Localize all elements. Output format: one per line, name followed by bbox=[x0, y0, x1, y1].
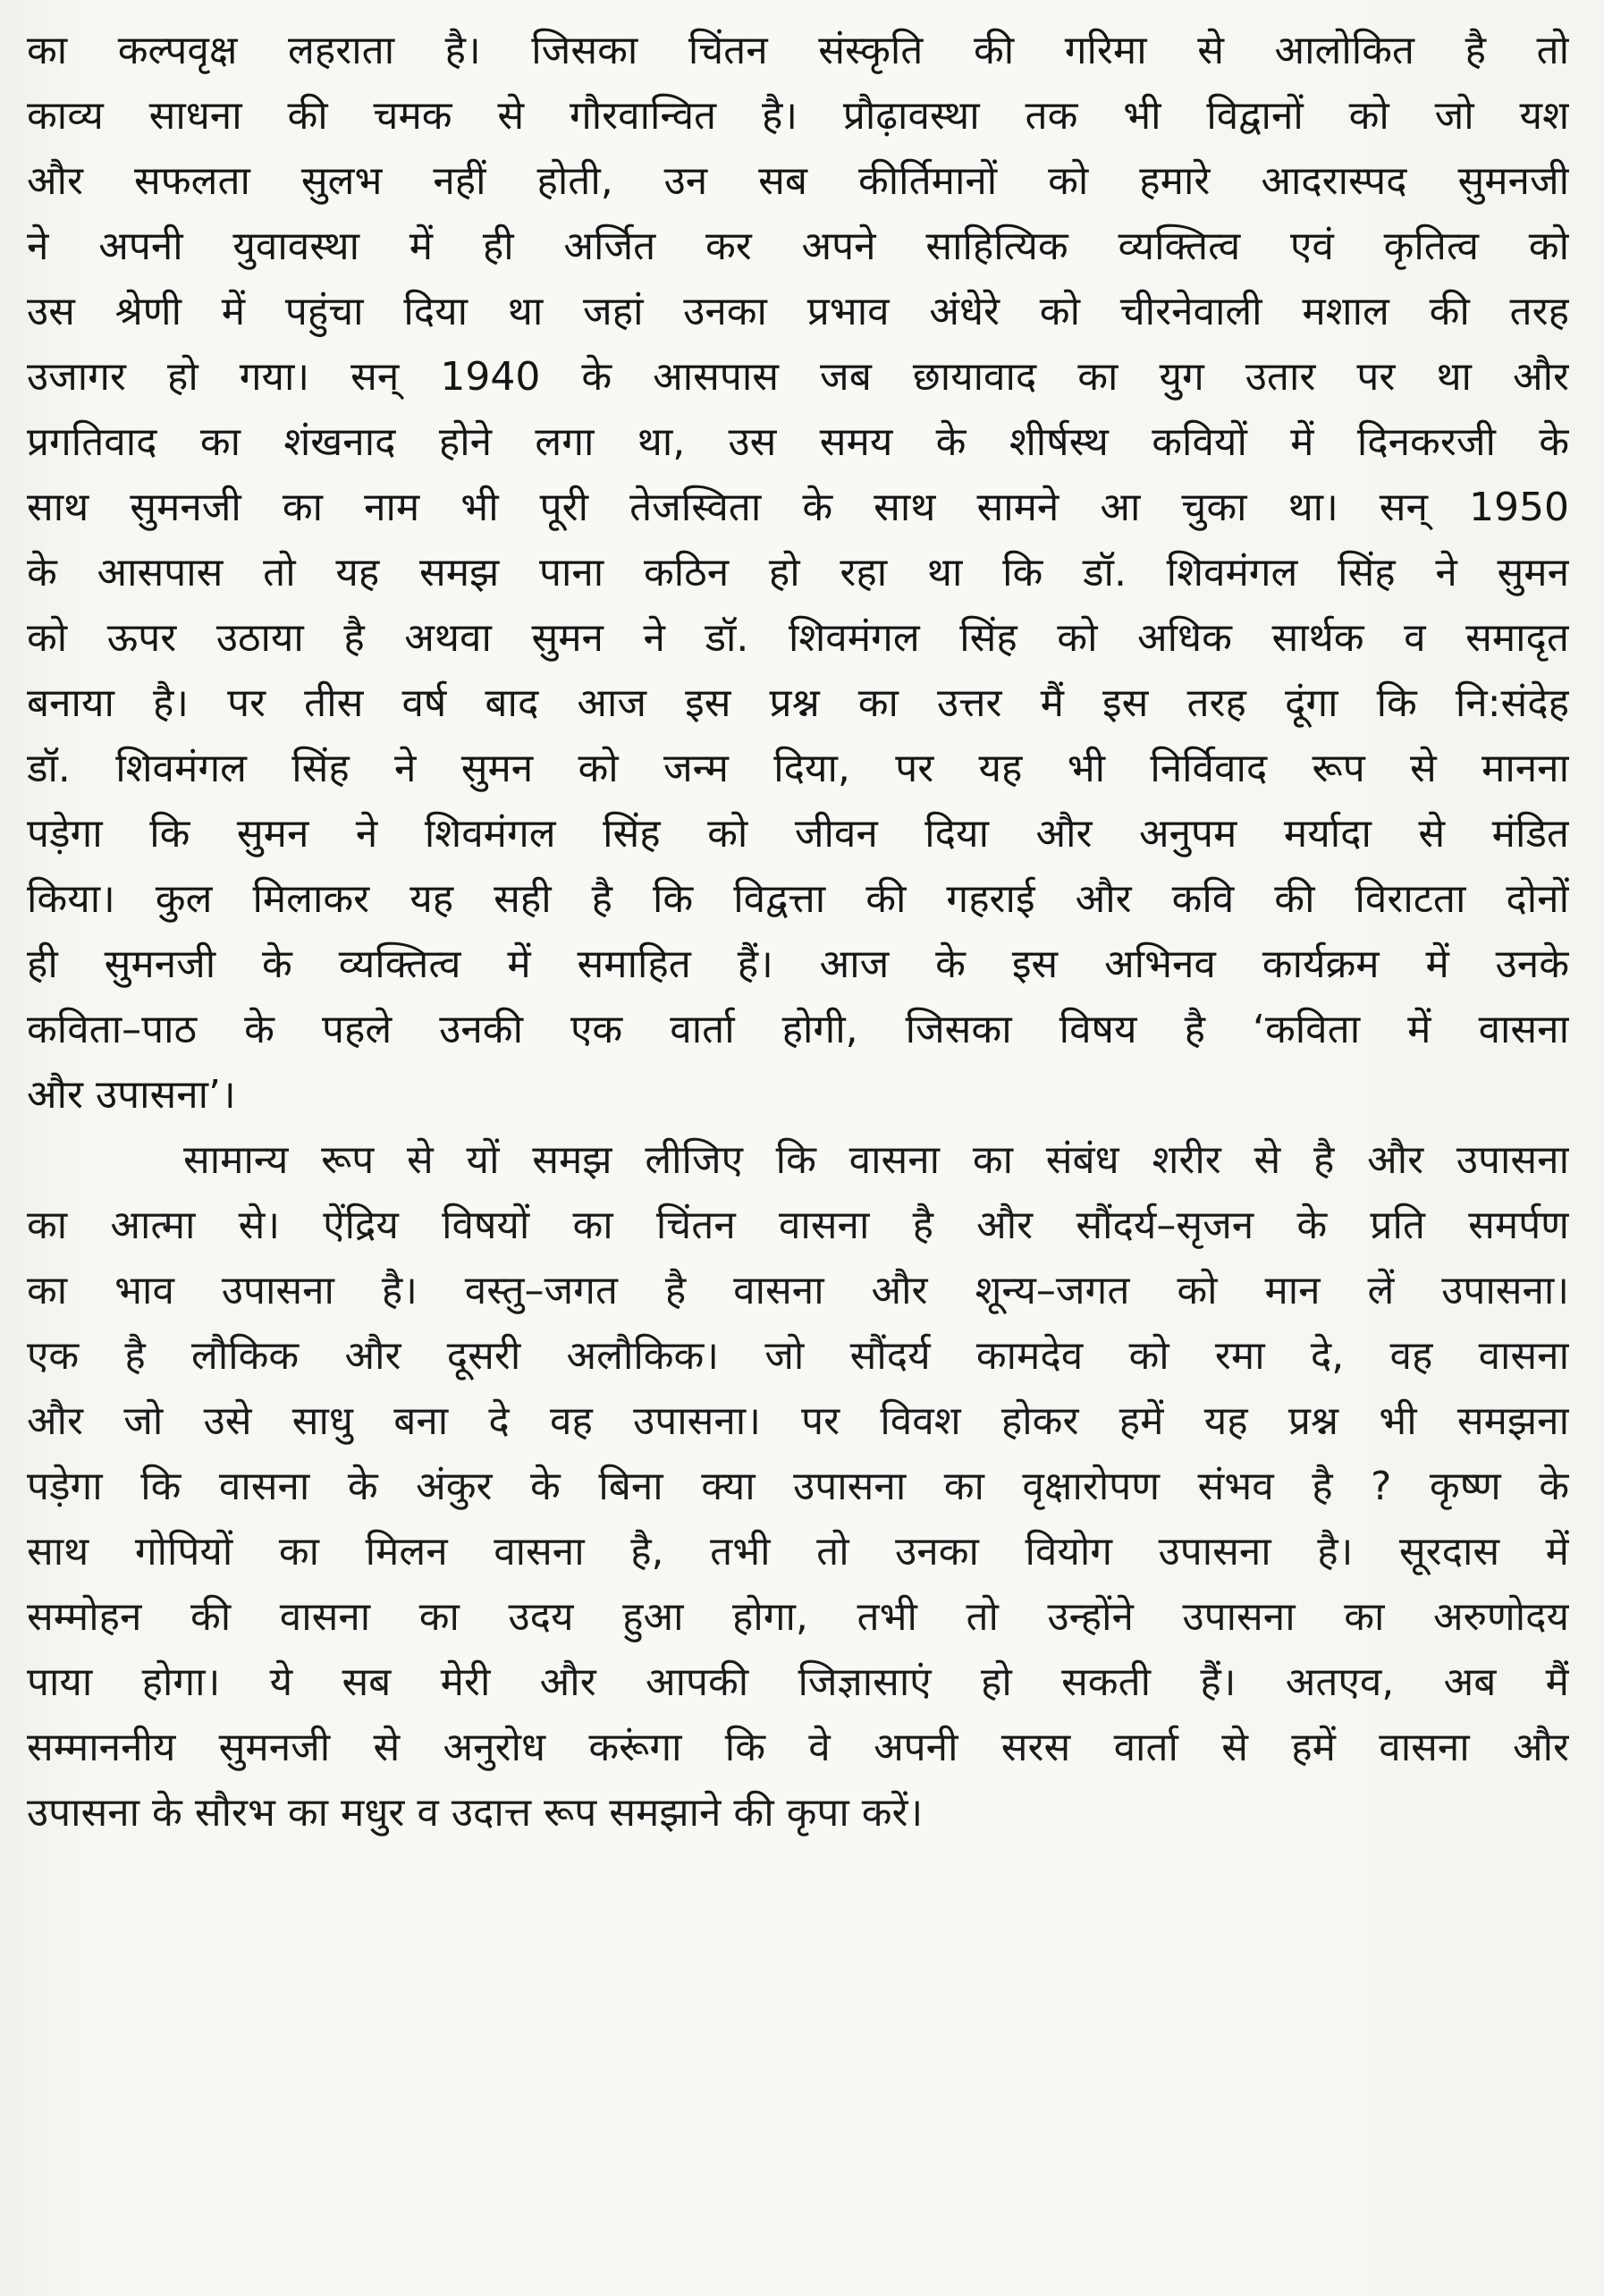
page-text bbox=[27, 18, 1569, 1845]
paragraph-2 bbox=[27, 1127, 1569, 1845]
text-line: पाया होगा। ये सब मेरी और आपकी जिज्ञासाएं हो सकती हैं। अतएव, अब मैं bbox=[27, 1659, 1569, 1705]
text-line: उजागर हो गया। सन् 1940 के आसपास जब छायावाद का युग उतार पर था और bbox=[27, 354, 1569, 400]
text-line: उस श्रेणी में पहुंचा दिया था जहां उनका प्रभाव अंधेरे को चीरनेवाली मशाल की तरह bbox=[27, 289, 1569, 334]
text-line: सम्मोहन की वासना का उदय हुआ होगा, तभी तो उन्होंने उपासना का अरुणोदय bbox=[27, 1594, 1569, 1640]
text-line: कविता–पाठ के पहले उनकी एक वार्ता होगी, जिसका विषय है ‘कविता में वासना bbox=[27, 1007, 1569, 1052]
text-line: पड़ेगा कि वासना के अंकुर के बिना क्या उपासना का वृक्षारोपण संभव है ? कृष्ण के bbox=[27, 1464, 1569, 1509]
text-line: ही सुमनजी के व्यक्तित्व में समाहित हैं। आज के इस अभिनव कार्यक्रम में उनके bbox=[27, 941, 1569, 987]
text-line: सामान्य रूप से यों समझ लीजिए कि वासना का संबंध शरीर से है और उपासना bbox=[183, 1137, 1569, 1183]
text-line: ने अपनी युवावस्था में ही अर्जित कर अपने साहित्यिक व्यक्तित्व एवं कृतित्व को bbox=[27, 224, 1569, 269]
text-line: काव्य साधना की चमक से गौरवान्वित है। प्रौढ़ावस्था तक भी विद्वानों को जो यश bbox=[27, 93, 1569, 139]
text-line: का कल्पवृक्ष लहराता है। जिसका चिंतन संस्कृति की गरिमा से आलोकित है तो bbox=[27, 28, 1569, 73]
text-line: एक है लौकिक और दूसरी अलौकिक। जो सौंदर्य कामदेव को रमा दे, वह वासना bbox=[27, 1333, 1569, 1379]
text-line: उपासना के सौरभ का मधुर व उदात्त रूप समझाने की कृपा करें। bbox=[27, 1790, 924, 1836]
text-line: को ऊपर उठाया है अथवा सुमन ने डॉ. शिवमंगल सिंह को अधिक सार्थक व समादृत bbox=[27, 615, 1569, 661]
paragraph-1 bbox=[27, 18, 1569, 1127]
text-line: और सफलता सुलभ नहीं होती, उन सब कीर्तिमानों को हमारे आदरास्पद सुमनजी bbox=[27, 158, 1569, 204]
text-line: के आसपास तो यह समझ पाना कठिन हो रहा था कि डॉ. शिवमंगल सिंह ने सुमन bbox=[27, 550, 1569, 595]
text-line: सम्माननीय सुमनजी से अनुरोध करूंगा कि वे अपनी सरस वार्ता से हमें वासना और bbox=[27, 1725, 1569, 1770]
text-line: किया। कुल मिलाकर यह सही है कि विद्वत्ता की गहराई और कवि की विराटता दोनों bbox=[27, 876, 1569, 922]
text-line: और उपासना’। bbox=[27, 1072, 236, 1118]
text-line: और जो उसे साधु बना दे वह उपासना। पर विवश होकर हमें यह प्रश्न भी समझना bbox=[27, 1398, 1569, 1444]
text-line: बनाया है। पर तीस वर्ष बाद आज इस प्रश्न का उत्तर मैं इस तरह दूंगा कि नि:संदेह bbox=[27, 680, 1569, 726]
text-line: साथ सुमनजी का नाम भी पूरी तेजस्विता के साथ सामने आ चुका था। सन् 1950 bbox=[27, 485, 1569, 530]
text-line: का भाव उपासना है। वस्तु–जगत है वासना और शून्य–जगत को मान लें उपासना। bbox=[27, 1268, 1569, 1313]
text-line: का आत्मा से। ऐंद्रिय विषयों का चिंतन वासना है और सौंदर्य–सृजन के प्रति समर्पण bbox=[27, 1203, 1569, 1248]
text-line: साथ गोपियों का मिलन वासना है, तभी तो उनका वियोग उपासना है। सूरदास में bbox=[27, 1529, 1569, 1574]
text-line: प्रगतिवाद का शंखनाद होने लगा था, उस समय के शीर्षस्थ कवियों में दिनकरजी के bbox=[27, 419, 1569, 465]
text-line: डॉ. शिवमंगल सिंह ने सुमन को जन्म दिया, पर यह भी निर्विवाद रूप से मानना bbox=[27, 746, 1569, 791]
text-line: पड़ेगा कि सुमन ने शिवमंगल सिंह को जीवन दिया और अनुपम मर्यादा से मंडित bbox=[27, 811, 1569, 857]
